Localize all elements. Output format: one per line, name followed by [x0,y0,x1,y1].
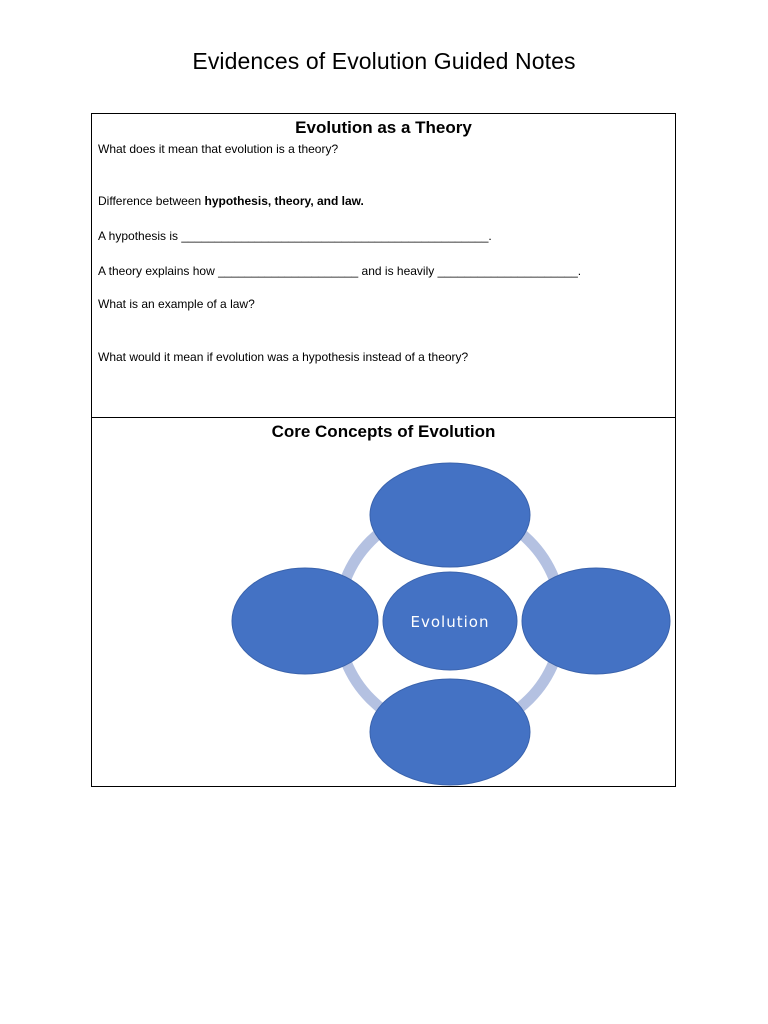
concept-diagram [92,418,677,788]
evolution-theory-section [91,113,676,418]
question-law-example: What is an example of a law? [98,297,255,311]
theory-blank: A theory explains how _____________________ and is heavily _____________________. [98,264,582,278]
page-title: Evidences of Evolution Guided Notes [192,48,576,74]
question-theory-meaning: What does it mean that evolution is a theory? [98,142,339,156]
question-difference-terms: hypothesis, theory, and law. [204,194,364,208]
hypothesis-blank: A hypothesis is ______________________________________________. [98,229,492,243]
section-heading: Evolution as a Theory [295,118,472,137]
concept-node-right [522,568,670,674]
center-node-label: Evolution [410,613,490,631]
question-difference [98,194,364,208]
question-difference-prefix: Difference between [98,194,205,208]
concept-node-left [232,568,378,674]
core-concepts-section [91,417,676,787]
question-hypothesis-instead: What would it mean if evolution was a hypothesis instead of a theory? [98,350,469,364]
section-heading: Core Concepts of Evolution [271,422,496,441]
concept-node-bottom [370,679,530,785]
concept-node-top [370,463,530,567]
